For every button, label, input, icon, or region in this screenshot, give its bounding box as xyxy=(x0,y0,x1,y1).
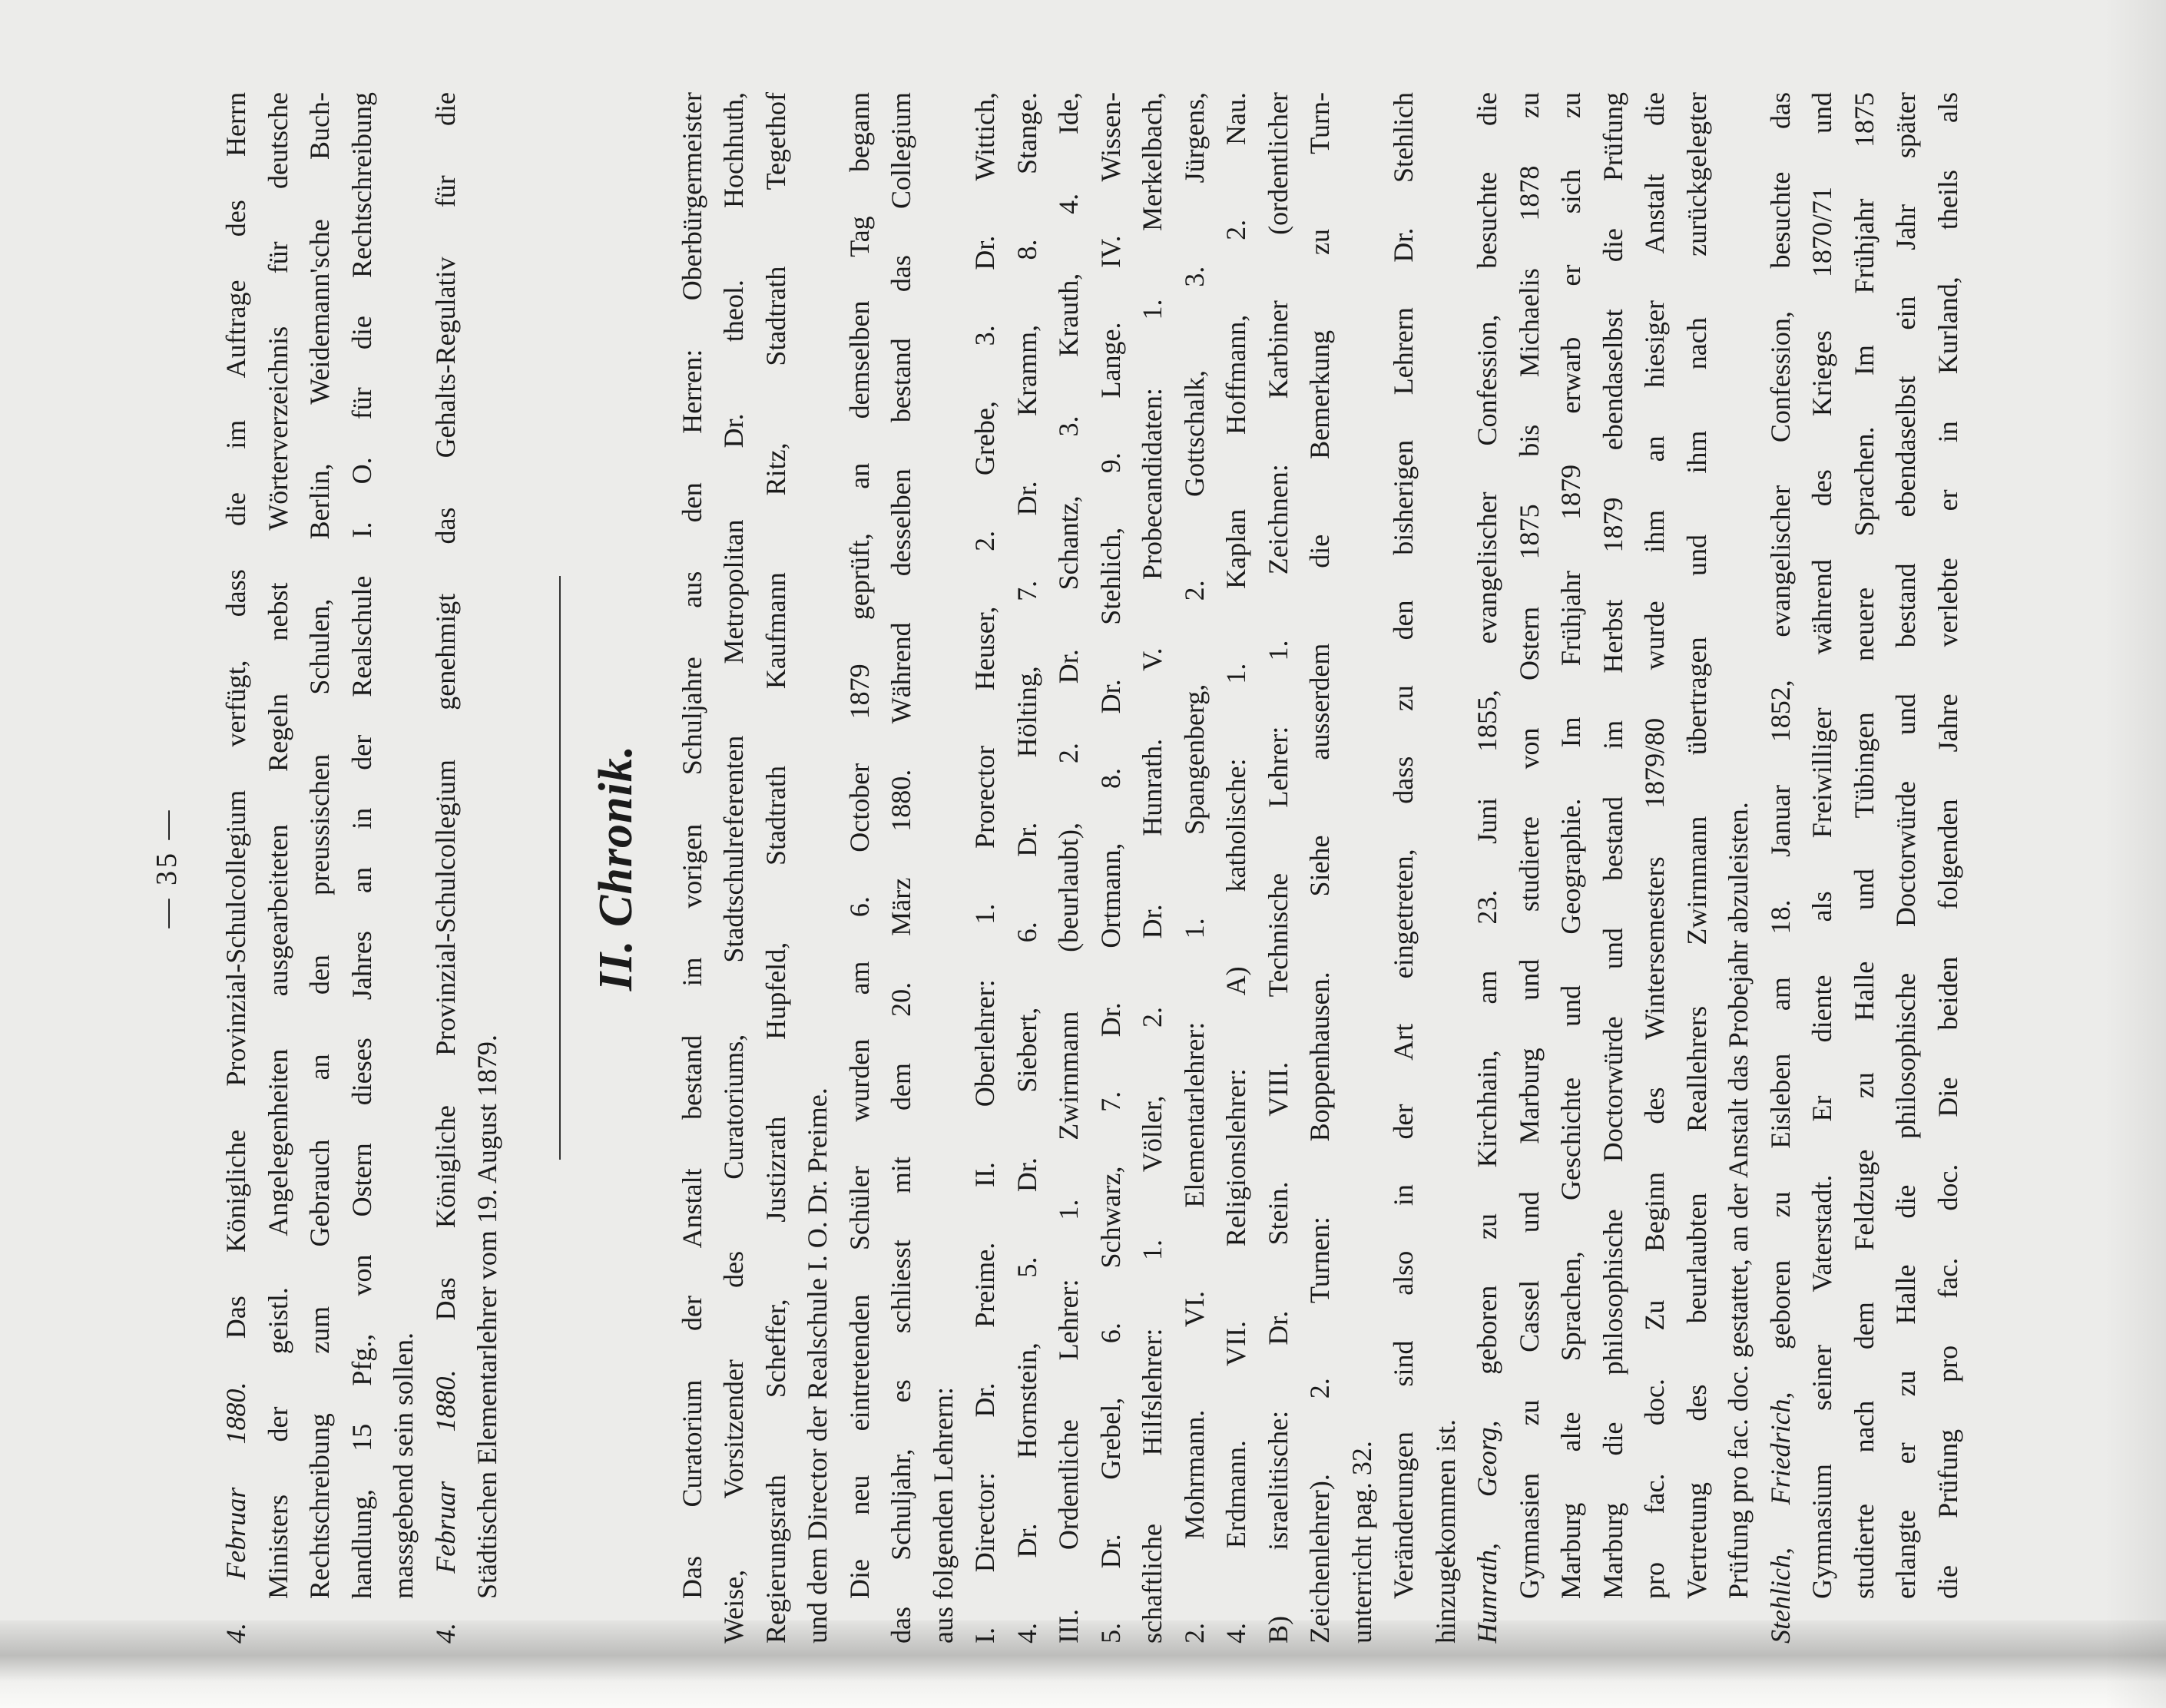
chronik-line: Regierungsrath Scheffer, Justizrath Hupfeld, Stadtrath Kaufmann Ritz, Stadtrath Tegethof xyxy=(760,92,791,1643)
chronik-line: Veränderungen sind also in der Art eingetreten, dass zu den bisherigen Lehrern Dr. Stehlich xyxy=(1388,92,1419,1599)
biography-line: geboren zu Eisleben am 18. Januar 1852, evangelischer Confession, besuchte das xyxy=(1764,92,1796,1349)
chronik-line: 2. Mohrmann. VI. Elementarlehrer: 1. Spangenberg, 2. Gottschalk, 3. Jürgens, xyxy=(1178,92,1210,1643)
chronik-line: Zeichenlehrer). 2. Turnen: Boppenhausen. Siehe ausserdem die Bemerkung zu Turn- xyxy=(1304,92,1335,1643)
biography-line: studierte nach dem Feldzuge zu Halle und Tübingen neuere Sprachen. Im Frühjahr 1875 xyxy=(1848,92,1880,1599)
biography-name: Hunrath, Georg, xyxy=(1472,1420,1502,1643)
chronik-line: 4. Erdmann. VII. Religionslehrer: A) katholische: 1. Kaplan Hoffmann, 2. Nau. xyxy=(1220,92,1251,1643)
section-title: II. Chronik. xyxy=(589,744,642,991)
chronik-line: 4. Dr. Hornstein, 5. Dr. Siebert, 6. Dr. Hölting, 7. Dr. Kramm, 8. Stange. xyxy=(1011,92,1042,1643)
biography-first-line xyxy=(1760,92,1802,1643)
chronik-line: unterricht pag. 32. xyxy=(1346,1441,1377,1643)
entry-first-line xyxy=(215,92,257,1643)
biography-line: erlangte er zu Halle die philosophische Doctorwürde und bestand ebendaselbst ein Jahr später xyxy=(1890,92,1921,1599)
biography xyxy=(1760,92,1969,1643)
entry-line: Das Königliche Provinzial-Schulcollegium genehmigt das Gehalts-Regulativ für die xyxy=(429,92,461,1321)
biography-line: geboren zu Kirchhain, am 23. Juni 1855, evangelischer Confession, besuchte die xyxy=(1472,92,1502,1375)
biography-line: pro fac. doc. Zu Beginn des Wintersemesters 1879/80 wurde ihm an hiesiger Anstalt die xyxy=(1639,92,1670,1599)
entry-line: Rechtschreibung zum Gebrauch an den preussischen Schulen, Berlin, Weidemann'sche Buch- xyxy=(304,92,335,1599)
entry-first-line xyxy=(425,92,467,1643)
chronik-line: hinzugekommen ist. xyxy=(1429,1419,1461,1643)
biography-name: Stehlich, Friedrich, xyxy=(1764,1392,1796,1643)
biography-line: Vertretung des beurlaubten Reallehrers Zwirnmann übertragen und ihm nach zurückgelegter xyxy=(1681,92,1712,1599)
chronik-line: III. Ordentliche Lehrer: 1. Zwirnmann (beurlaubt), 2. Dr. Schantz, 3. Krauth, 4. Ide, xyxy=(1053,92,1084,1643)
rotated-text-block xyxy=(151,92,2028,1643)
entry-line: massgebend sein sollen. xyxy=(388,1332,419,1599)
scanner-shadow xyxy=(2105,0,2166,1708)
biography-line: Marburg alte Sprachen, Geschichte und Geographie. Im Frühjahr 1879 erwarb er sich zu xyxy=(1555,92,1586,1599)
chronik-line: I. Director: Dr. Preime. II. Oberlehrer: 1. Prorector Heuser, 2. Grebe, 3. Dr. Wittich, xyxy=(969,92,1000,1643)
biography-line: Gymnasien zu Cassel und Marburg und studierte von Ostern 1875 bis Michaelis 1878 zu xyxy=(1513,92,1545,1599)
entry-line: Ministers der geistl. Angelegenheiten ausgearbeiteten Regeln nebst Wörterverzeichnis für deutsche xyxy=(262,92,293,1599)
page-number: — 35 — xyxy=(151,807,183,928)
chronik-line: 5. Dr. Grebel, 6. Schwarz, 7. Dr. Ortmann, 8. Dr. Stehlich, 9. Lange. IV. Wissen- xyxy=(1095,92,1126,1643)
entry-date: 4. Februar 1880. xyxy=(220,1382,251,1643)
chronik-line: das Schuljahr, es schliesst mit dem 20. März 1880. Während desselben bestand das Collegium xyxy=(886,92,916,1643)
entry-line: handlung, 15 Pfg., von Ostern dieses Jahres an in der Realschule I. O. für die Rechtschreibung xyxy=(346,92,377,1599)
entry xyxy=(425,92,508,1643)
biography-first-line xyxy=(1466,92,1509,1643)
chronik-line: aus folgenden Lehrern: xyxy=(927,1387,959,1643)
chronik-line: Die neu eintretenden Schüler wurden am 6. October 1879 geprüft, an demselben Tag begann xyxy=(843,92,875,1599)
section-divider xyxy=(559,576,561,1160)
biography-line: Gymnasium seiner Vaterstadt. Er diente als Freiwilliger während des Krieges 1870/71 und xyxy=(1807,92,1837,1599)
entry xyxy=(215,92,425,1643)
chronik-line: und dem Director der Realschule I. O. Dr. Preime. xyxy=(802,1087,833,1643)
chronik-line: schaftliche Hilfslehrer: 1. Völler, 2. Dr. Hunrath. V. Probecandidaten: 1. Merkelbach, xyxy=(1137,92,1167,1643)
entry-line: Städtischen Elementarlehrer vom 19. August 1879. xyxy=(472,1034,502,1599)
biography-line: die Prüfung pro fac. doc. Die beiden folgenden Jahre verlebte er in Kurland, theils als xyxy=(1932,92,1963,1599)
chronik-line: Das Curatorium der Anstalt bestand im vorigen Schuljahre aus den Herren: Oberbürgermeister xyxy=(676,92,707,1599)
chronik-line: B) israelitische: Dr. Stein. VIII. Technische Lehrer: 1. Zeichnen: Karbiner (ordentlicher xyxy=(1262,92,1293,1643)
biography-line: Marburg die philosophische Doctorwürde und bestand im Herbst 1879 ebendaselbst die Prüfung xyxy=(1597,92,1628,1599)
chronik-body xyxy=(671,92,1467,1643)
biography-line: Prüfung pro fac. doc. gestattet, an der Anstalt das Probejahr abzuleisten. xyxy=(1723,802,1754,1599)
chronik-line: Weise, Vorsitzender des Curatoriums, Stadtschulreferenten Metropolitan Dr. theol. Hochhuth, xyxy=(718,92,749,1643)
entry-date: 4. Februar 1880. xyxy=(429,1369,461,1643)
biography xyxy=(1466,92,1760,1643)
entry-line: Das Königliche Provinzial-Schulcollegium verfügt, dass die im Auftrage des Herrn xyxy=(220,92,251,1339)
